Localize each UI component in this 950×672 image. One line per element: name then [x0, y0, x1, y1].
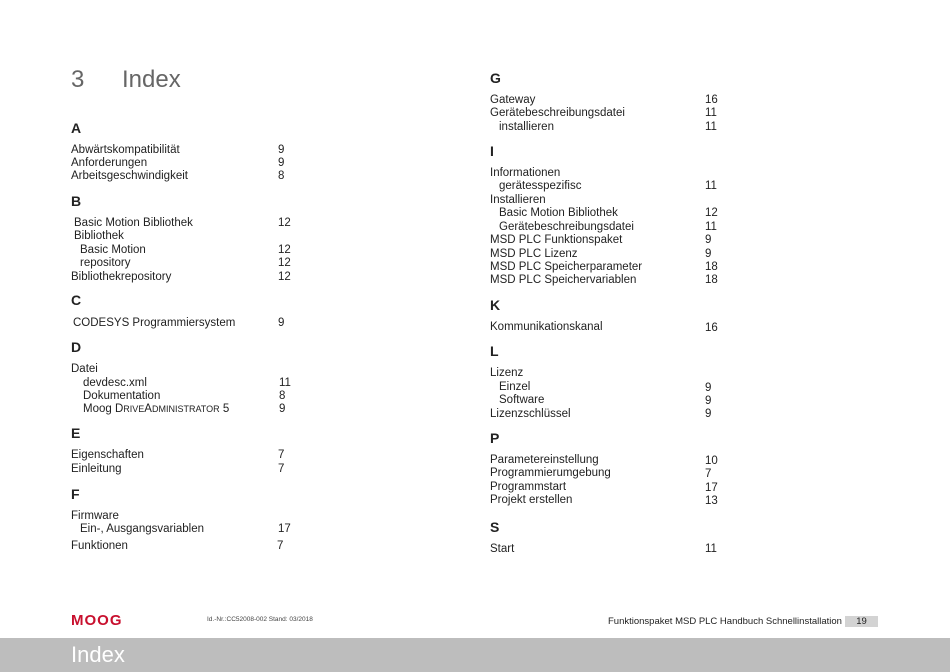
index-entry: Kommunikationskanal: [490, 321, 603, 333]
index-subentry: Dokumentation: [83, 390, 161, 402]
index-entry: Projekt erstellen: [490, 494, 573, 506]
index-page: 9: [705, 382, 712, 394]
text-segment: A: [144, 403, 152, 415]
index-letter-s: S: [490, 519, 500, 535]
index-page: 17: [705, 482, 718, 494]
index-page: 7: [278, 449, 285, 461]
index-entry: Bibliothekrepository: [71, 271, 172, 283]
index-entry: CODESYS Programmiersystem: [73, 317, 236, 329]
index-entry: Anforderungen: [71, 157, 148, 169]
index-page: 18: [705, 261, 718, 273]
index-entry: Lizenzschlüssel: [490, 408, 571, 420]
index-page: 13: [705, 495, 718, 507]
index-letter-k: K: [490, 297, 501, 313]
index-subentry: Basic Motion Bibliothek: [499, 207, 618, 219]
index-page: 11: [279, 377, 291, 389]
index-entry: MSD PLC Speichervariablen: [490, 274, 637, 286]
index-entry: Programmstart: [490, 481, 567, 493]
index-subentry: Basic Motion: [80, 244, 146, 256]
index-page: 18: [705, 274, 718, 286]
index-entry: MSD PLC Funktionspaket: [490, 234, 623, 246]
index-page: 7: [278, 463, 285, 475]
index-page: 9: [705, 395, 712, 407]
index-page: 11: [705, 543, 717, 555]
chapter-band-label: Index: [71, 642, 125, 667]
index-page: 12: [278, 257, 291, 269]
index-entry: Parametereinstellung: [490, 454, 599, 466]
index-letter-c: C: [71, 292, 82, 308]
index-page: 12: [278, 244, 291, 256]
index-entry: Basic Motion Bibliothek: [74, 217, 193, 229]
index-page: 9: [278, 317, 285, 329]
document-title: Funktionspaket MSD PLC Handbuch Schnellinstallation: [608, 616, 842, 627]
index-subentry: installieren: [499, 121, 554, 133]
index-page: 7: [705, 468, 712, 480]
index-entry: Datei: [71, 363, 98, 375]
index-page: 8: [278, 170, 285, 182]
index-subentry: Einzel: [499, 381, 531, 393]
moog-logo: MOOG: [71, 612, 123, 629]
index-entry: Informationen: [490, 167, 561, 179]
index-page: 7: [277, 540, 284, 552]
index-letter-g: G: [490, 70, 501, 86]
index-page: 16: [705, 94, 718, 106]
index-page: 8: [279, 390, 286, 402]
index-letter-f: F: [71, 486, 80, 502]
index-page: 9: [705, 408, 712, 420]
index-entry: Eigenschaften: [71, 449, 144, 461]
index-entry: MSD PLC Speicherparameter: [490, 261, 643, 273]
document-id: Id.-Nr.:CC52008-002 Stand: 03/2018: [207, 616, 313, 623]
index-page: 12: [278, 271, 291, 283]
index-page: 12: [705, 207, 718, 219]
chapter-band: [0, 638, 950, 672]
chapter-title: Index: [122, 66, 181, 93]
index-letter-p: P: [490, 430, 500, 446]
index-entry: MSD PLC Lizenz: [490, 248, 578, 260]
index-entry: Firmware: [71, 510, 119, 522]
index-page: 11: [705, 121, 717, 133]
index-entry: Abwärtskompatibilität: [71, 144, 180, 156]
small-caps-segment: RIVE: [123, 404, 145, 414]
index-letter-e: E: [71, 425, 81, 441]
index-entry: Installieren: [490, 194, 546, 206]
index-entry: Arbeitsgeschwindigkeit: [71, 170, 188, 182]
index-letter-i: I: [490, 143, 494, 159]
small-caps-segment: DMINISTRATOR: [151, 404, 220, 414]
index-subentry: [83, 403, 229, 416]
page-title: [71, 66, 181, 94]
index-entry: Funktionen: [71, 540, 128, 552]
index-page: 9: [705, 234, 712, 246]
index-page: 9: [279, 403, 286, 415]
index-page: 11: [705, 180, 717, 192]
index-entry: Einleitung: [71, 463, 122, 475]
index-page: 10: [705, 455, 718, 467]
index-entry: Gateway: [490, 94, 536, 106]
text-segment: Moog D: [83, 403, 124, 415]
index-page: 11: [705, 107, 717, 119]
index-entry: Lizenz: [490, 367, 524, 379]
text-segment: 5: [219, 403, 230, 415]
index-page: 12: [278, 217, 291, 229]
index-subentry: Software: [499, 394, 545, 406]
index-subentry: gerätesspezifisc: [499, 180, 582, 192]
index-letter-d: D: [71, 339, 82, 355]
index-subentry: repository: [80, 257, 131, 269]
index-entry: Programmierumgebung: [490, 467, 611, 479]
index-letter-a: A: [71, 120, 82, 136]
page-number: 19: [845, 616, 878, 627]
index-subentry: Gerätebeschreibungsdatei: [499, 221, 634, 233]
index-subentry: Ein-, Ausgangsvariablen: [80, 523, 205, 535]
index-letter-b: B: [71, 193, 82, 209]
index-page: 9: [278, 144, 285, 156]
index-entry: Start: [490, 543, 515, 555]
index-page: 16: [705, 322, 718, 334]
index-entry: Bibliothek: [74, 230, 124, 242]
index-page: 17: [278, 523, 291, 535]
index-subentry: devdesc.xml: [83, 377, 147, 389]
index-letter-l: L: [490, 343, 499, 359]
index-page: 9: [278, 157, 285, 169]
index-entry: Gerätebeschreibungsdatei: [490, 107, 625, 119]
index-page: 9: [705, 248, 712, 260]
chapter-number: 3: [71, 66, 85, 93]
index-page: 11: [705, 221, 717, 233]
